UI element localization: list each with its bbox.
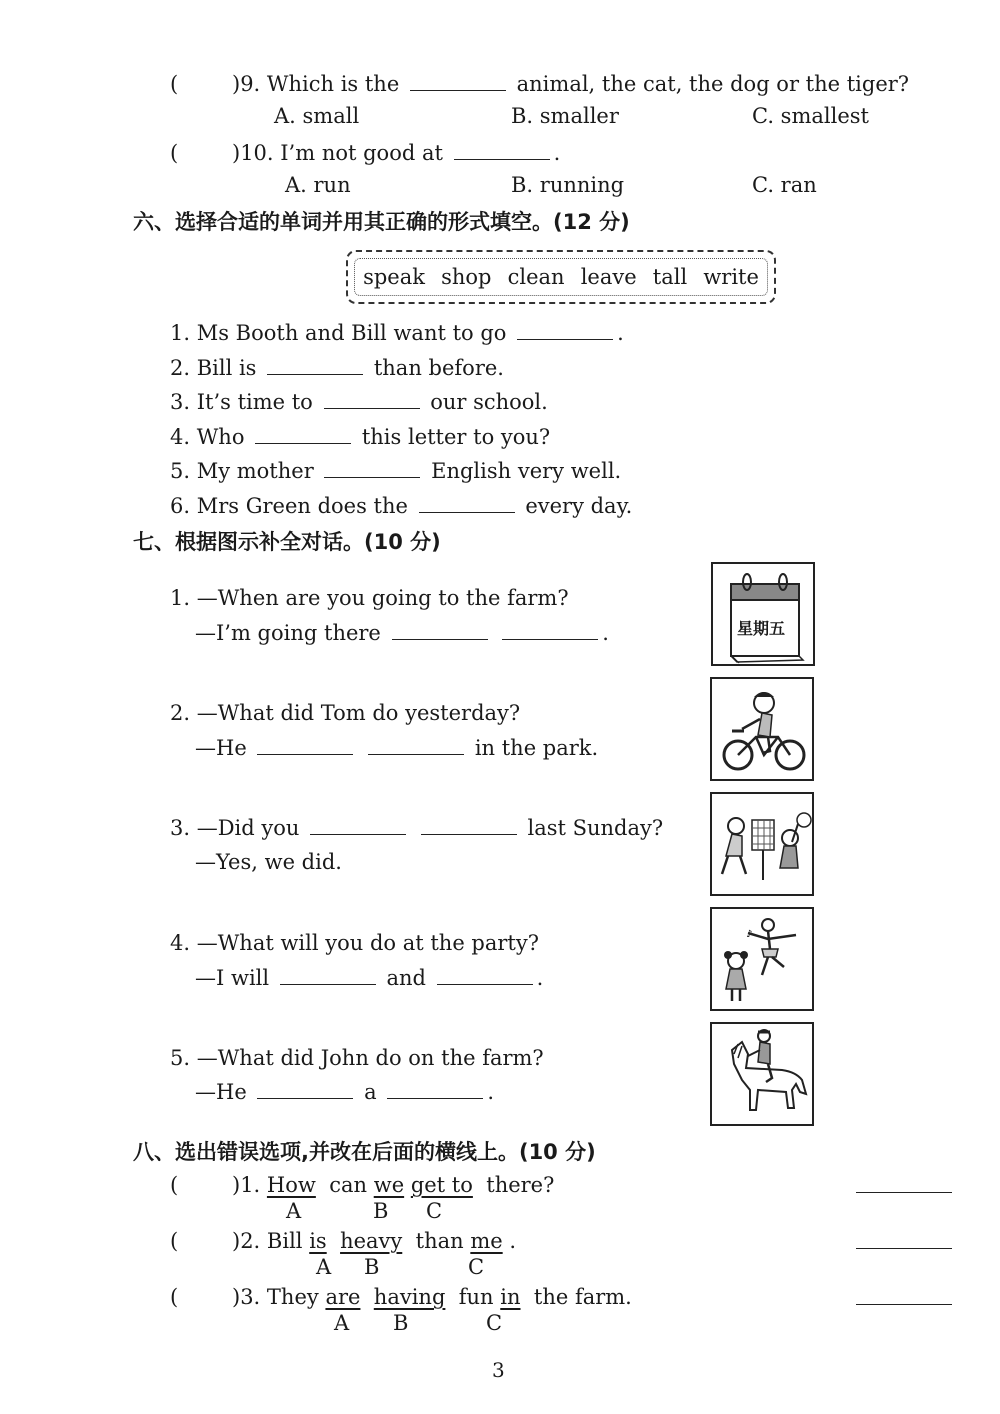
s6-item-2: [170, 354, 504, 382]
s7-a1: [195, 619, 609, 647]
s8-letter-a: A: [334, 1311, 350, 1335]
q10-option-c[interactable]: C. ran: [752, 173, 817, 197]
page-number: 3: [492, 1358, 505, 1382]
s8-option-word[interactable]: heavy: [340, 1229, 403, 1253]
question-9: [170, 70, 909, 98]
s8-option-word[interactable]: me: [470, 1229, 503, 1253]
word-bank-item: leave: [580, 265, 637, 289]
s8-word: there?: [486, 1173, 555, 1197]
s7-blank[interactable]: [387, 1080, 483, 1099]
s8-letter-a: A: [286, 1199, 302, 1223]
s6-item-6: [170, 492, 632, 520]
s7-q3: [170, 814, 663, 842]
s8-option-word[interactable]: having: [373, 1285, 446, 1309]
s7-blank[interactable]: [421, 816, 517, 835]
q10-option-a[interactable]: A. run: [285, 173, 351, 197]
s8-option-word[interactable]: we: [373, 1173, 405, 1197]
s8-option-word[interactable]: How: [266, 1173, 316, 1197]
question-10: [170, 139, 560, 167]
s8-option-word[interactable]: in: [500, 1285, 521, 1309]
answer-paren: (: [170, 1285, 179, 1309]
s8-word: the farm.: [533, 1285, 632, 1309]
s6-item-3: [170, 388, 548, 416]
s7-q2: 2. —What did Tom do yesterday?: [170, 701, 521, 725]
s6-item-5: [170, 457, 621, 485]
s7-text: —I’m going there: [195, 621, 381, 645]
s6-item-text: this letter to you?: [361, 425, 551, 449]
s8-word: fun: [458, 1285, 494, 1309]
s8-letter-c: C: [486, 1311, 503, 1335]
s8-word: can: [329, 1173, 368, 1197]
s6-item-text: 6. Mrs Green does the: [170, 494, 408, 518]
s7-text: a: [364, 1080, 377, 1104]
word-bank: [346, 250, 776, 304]
s6-blank[interactable]: [419, 494, 515, 513]
answer-paren: (: [170, 1229, 179, 1253]
q9-option-b[interactable]: B. smaller: [511, 104, 619, 128]
s7-blank[interactable]: [368, 736, 464, 755]
s8-letter-c: C: [468, 1255, 485, 1279]
svg-text:♪: ♪: [746, 929, 753, 940]
s8-item-2: [170, 1227, 516, 1255]
s8-letter-a: A: [316, 1255, 332, 1279]
q9-option-c[interactable]: C. smallest: [752, 104, 869, 128]
s6-item-text: every day.: [525, 494, 633, 518]
s8-option-word[interactable]: are: [325, 1285, 361, 1309]
s7-text: 3. —Did you: [170, 816, 300, 840]
answer-paren: (: [170, 1173, 179, 1197]
section-7-title: 七、根据图示补全对话。(10 分): [133, 530, 441, 554]
horse-rider-icon: [712, 1024, 812, 1124]
s6-item-text: 5. My mother: [170, 459, 314, 483]
s7-text: in the park.: [474, 736, 599, 760]
s7-text: —I will: [195, 966, 270, 990]
s6-item-text: 4. Who: [170, 425, 245, 449]
s7-blank[interactable]: [392, 621, 488, 640]
word-bank-item: shop: [441, 265, 492, 289]
s6-item-text: English very well.: [431, 459, 622, 483]
s8-word: Bill: [266, 1229, 303, 1253]
answer-paren: (: [170, 141, 179, 165]
horse-riding-picture: [710, 1022, 814, 1126]
s8-word: than: [415, 1229, 464, 1253]
s6-item-text: .: [617, 321, 624, 345]
q9-text-after: animal, the cat, the dog or the tiger?: [516, 72, 910, 96]
word-bank-item: tall: [652, 265, 688, 289]
bicycle-boy-icon: [712, 679, 812, 779]
s8-num: )2.: [232, 1229, 261, 1253]
party-icon: [712, 909, 812, 1009]
s8-word: .: [509, 1229, 517, 1253]
s7-text: .: [487, 1080, 495, 1104]
section-6-title: 六、选择合适的单词并用其正确的形式填空。(12 分): [133, 210, 630, 234]
word-bank-item: speak: [363, 265, 425, 289]
s8-option-word[interactable]: get to: [410, 1173, 473, 1197]
s7-q1: 1. —When are you going to the farm?: [170, 586, 569, 610]
q10-text-before: )10. I’m not good at: [232, 141, 443, 165]
calendar-text: 星期五: [737, 619, 786, 638]
s7-blank[interactable]: [437, 966, 533, 985]
s7-a5: [195, 1078, 494, 1106]
s8-letter-c: C: [426, 1199, 443, 1223]
q10-text-after: .: [553, 141, 561, 165]
s7-a4: [195, 964, 543, 992]
s8-letter-b: B: [393, 1311, 409, 1335]
s6-item-text: 2. Bill is: [170, 356, 257, 380]
s6-blank[interactable]: [324, 390, 420, 409]
s7-a2: [195, 734, 598, 762]
s7-text: last Sunday?: [527, 816, 664, 840]
q9-blank[interactable]: [410, 72, 506, 91]
s8-num: )3.: [232, 1285, 261, 1309]
s8-answer-line[interactable]: [856, 1304, 952, 1305]
s7-q4: 4. —What will you do at the party?: [170, 931, 539, 955]
s8-letter-b: B: [364, 1255, 380, 1279]
s8-item-3: [170, 1283, 632, 1311]
word-bank-item: write: [703, 265, 759, 289]
s8-answer-line[interactable]: [856, 1192, 952, 1193]
s6-blank[interactable]: [324, 459, 420, 478]
answer-paren: (: [170, 72, 179, 96]
s7-text: —He: [195, 1080, 247, 1104]
s7-blank[interactable]: [310, 816, 406, 835]
s7-text: and: [386, 966, 426, 990]
s8-answer-line[interactable]: [856, 1248, 952, 1249]
s7-blank[interactable]: [280, 966, 376, 985]
q9-text-before: )9. Which is the: [232, 72, 400, 96]
calendar-icon: [713, 564, 813, 664]
s8-num: )1.: [232, 1173, 261, 1197]
q10-option-b[interactable]: B. running: [511, 173, 625, 197]
s7-a3: —Yes, we did.: [195, 850, 342, 874]
s8-item-1: [170, 1171, 554, 1199]
s7-q5: 5. —What did John do on the farm?: [170, 1046, 544, 1070]
section-8-title: 八、选出错误选项,并改在后面的横线上。(10 分): [133, 1140, 596, 1164]
badminton-icon: [712, 794, 812, 894]
s6-blank[interactable]: [517, 321, 613, 340]
bike-riding-picture: [710, 677, 814, 781]
s7-text: —He: [195, 736, 247, 760]
word-bank-item: clean: [507, 265, 565, 289]
q10-blank[interactable]: [454, 141, 550, 160]
s6-blank[interactable]: [255, 425, 351, 444]
dancing-singing-picture: [710, 907, 814, 1011]
calendar-picture: [711, 562, 815, 666]
s7-blank[interactable]: [502, 621, 598, 640]
s6-item-1: [170, 319, 624, 347]
s7-blank[interactable]: [257, 1080, 353, 1099]
s8-option-word[interactable]: is: [309, 1229, 327, 1253]
s6-item-text: 3. It’s time to: [170, 390, 313, 414]
s8-word: They: [266, 1285, 319, 1309]
s6-item-4: [170, 423, 550, 451]
badminton-picture: [710, 792, 814, 896]
q9-option-a[interactable]: A. small: [274, 104, 360, 128]
s6-item-text: our school.: [430, 390, 548, 414]
s7-blank[interactable]: [257, 736, 353, 755]
s6-item-text: 1. Ms Booth and Bill want to go: [170, 321, 507, 345]
s6-item-text: than before.: [373, 356, 504, 380]
s7-text: .: [602, 621, 609, 645]
s6-blank[interactable]: [267, 356, 363, 375]
s8-letter-b: B: [373, 1199, 389, 1223]
s7-text: .: [536, 966, 544, 990]
